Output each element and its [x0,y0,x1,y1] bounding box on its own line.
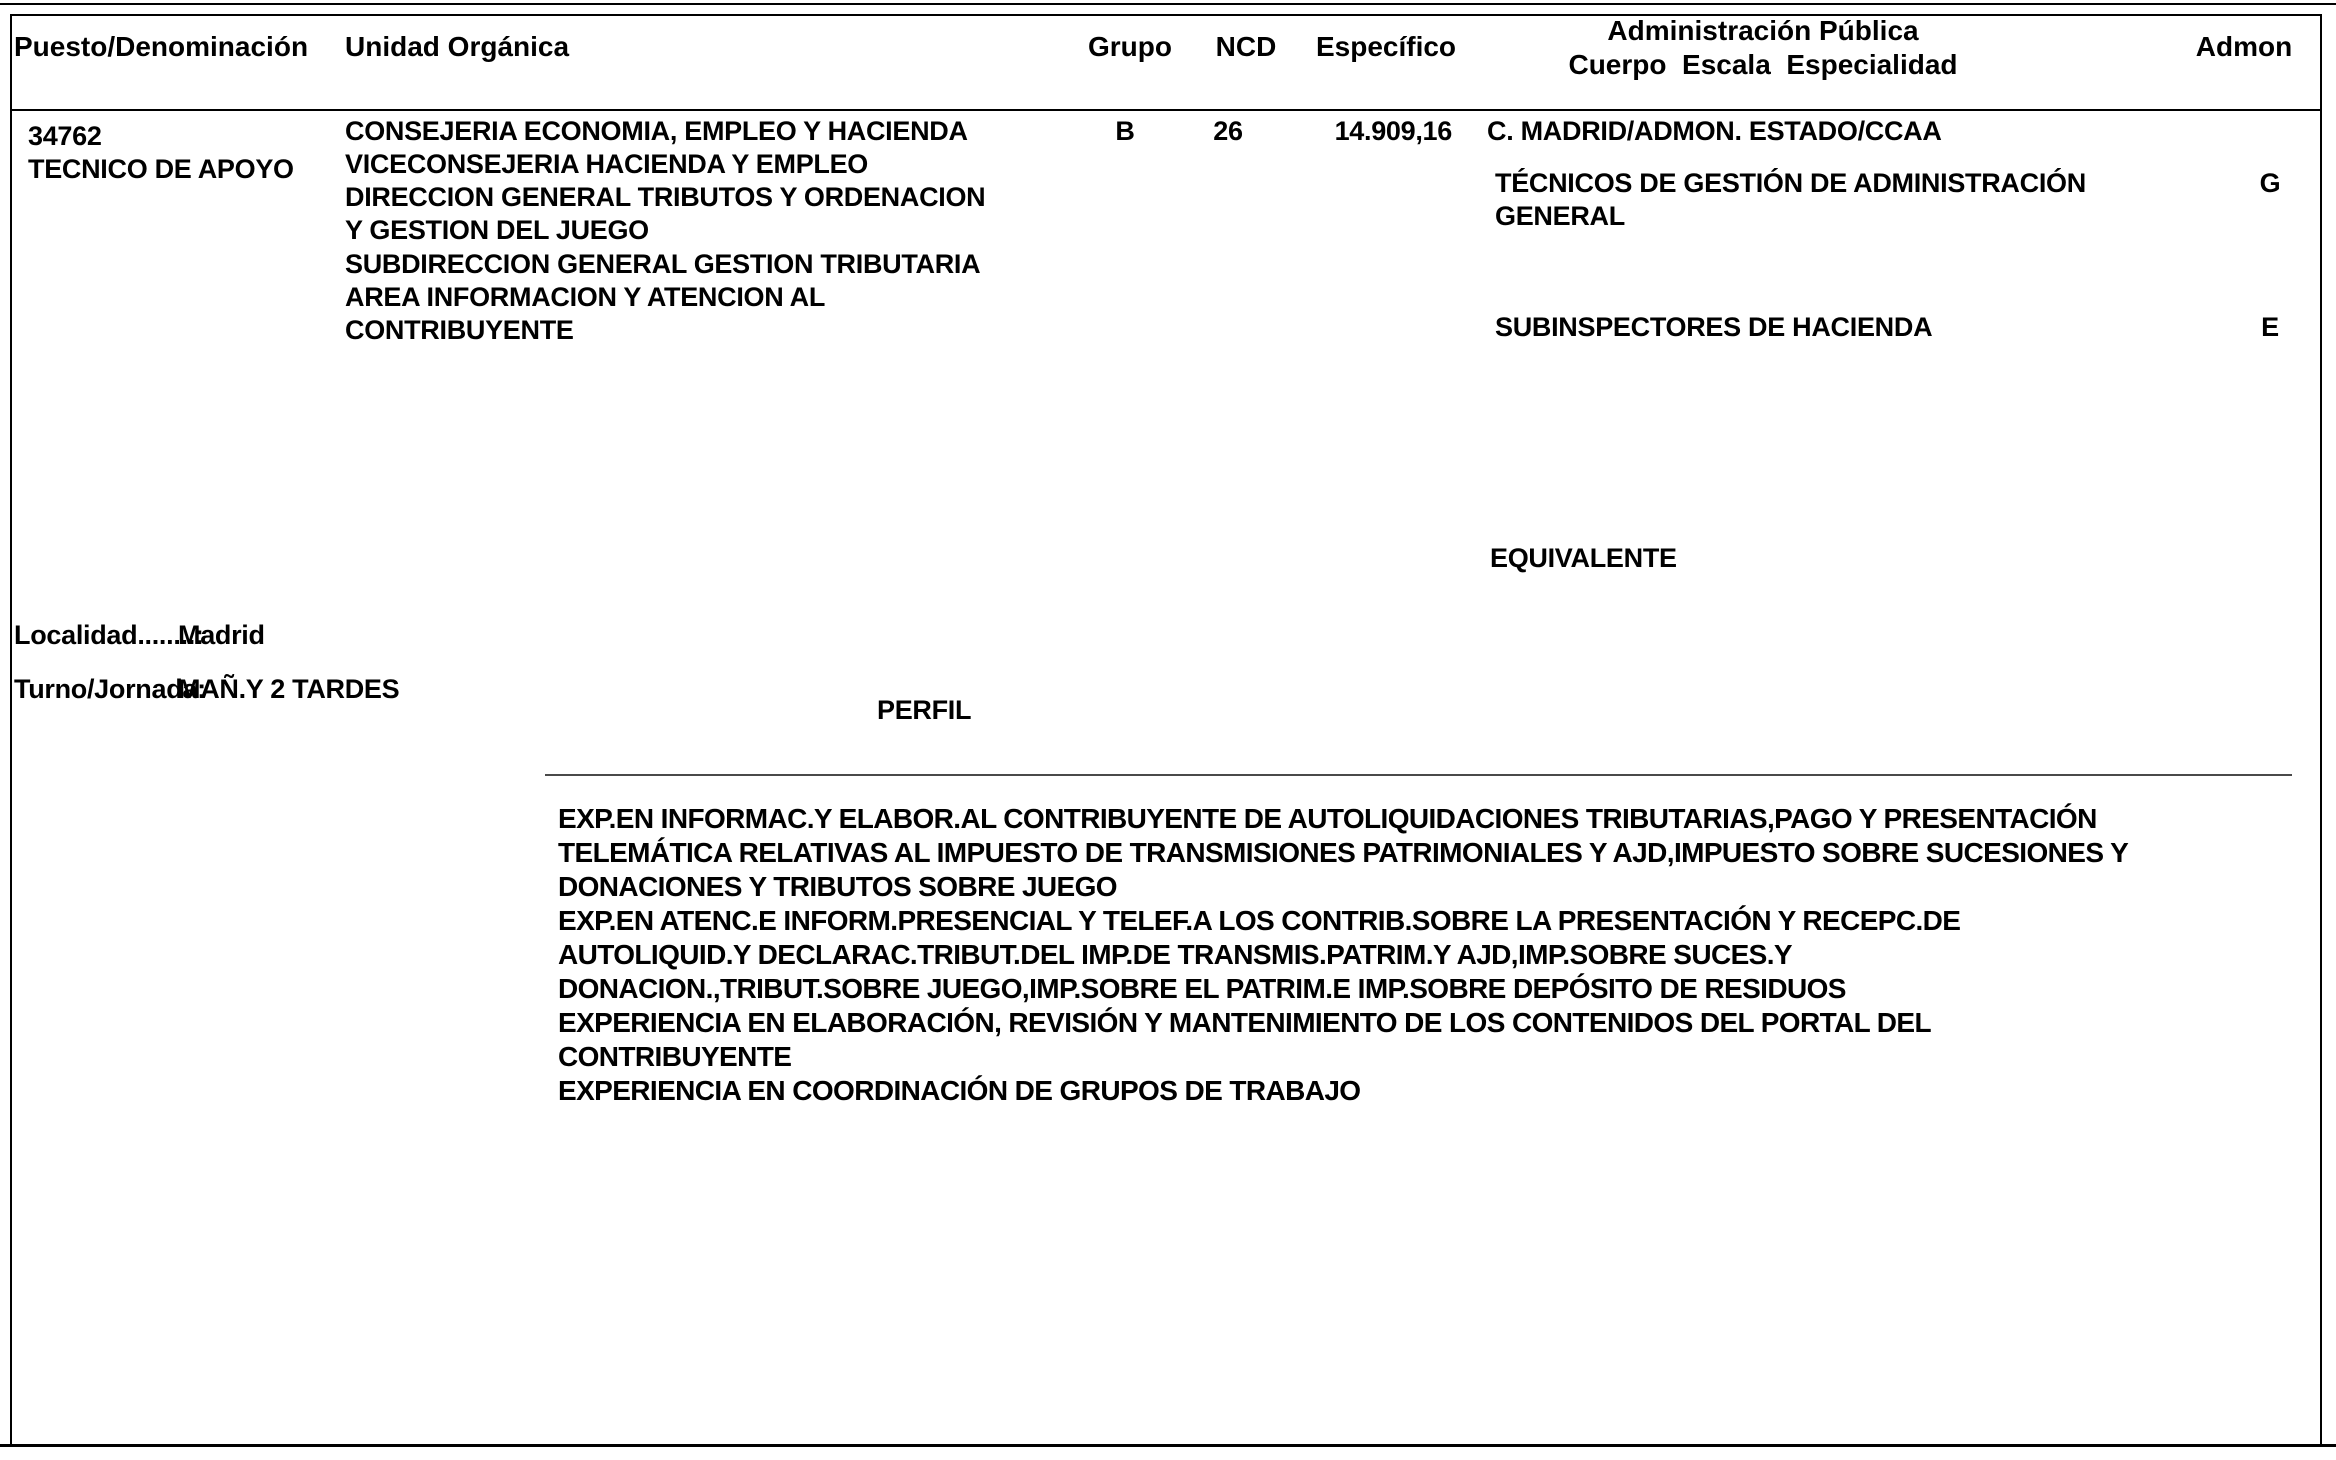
ncd-value: 26 [1213,116,1243,146]
unidad-organica-line: CONTRIBUYENTE [345,315,574,345]
frame-top-border [10,14,2322,16]
cuerpo-admon-code: E [2261,312,2279,342]
perfil-line: DONACION.,TRIBUT.SOBRE JUEGO,IMP.SOBRE EL PATRIM.E IMP.SOBRE DEPÓSITO DE RESIDUOS [558,973,1846,1004]
puesto-denominacion: TECNICO DE APOYO [28,154,294,184]
perfil-line: TELEMÁTICA RELATIVAS AL IMPUESTO DE TRANSMISIONES PATRIMONIALES Y AJD,IMPUESTO SOBRE SUCESIONES Y [558,837,2129,868]
unidad-organica-line: DIRECCION GENERAL TRIBUTOS Y ORDENACION [345,182,986,212]
cuerpo-entry-line: TÉCNICOS DE GESTIÓN DE ADMINISTRACIÓN [1495,168,2086,198]
cuerpo-entry-line: GENERAL [1495,201,1625,231]
frame-left-border [10,14,12,1446]
unidad-organica-line: AREA INFORMACION Y ATENCION AL [345,282,826,312]
frame-bottom-border [0,1444,2336,1447]
cuerpo-entry-line: SUBINSPECTORES DE HACIENDA [1495,312,1933,342]
column-header-grupo: Grupo [1088,31,1172,62]
unidad-organica-line: CONSEJERIA ECONOMIA, EMPLEO Y HACIENDA [345,116,968,146]
unidad-organica-line: SUBDIRECCION GENERAL GESTION TRIBUTARIA [345,249,981,279]
page-top-rule [0,3,2336,5]
turno-jornada-value: MAÑ.Y 2 TARDES [178,674,400,704]
unidad-organica-line: Y GESTION DEL JUEGO [345,215,649,245]
perfil-divider [545,774,2292,776]
column-header-ncd: NCD [1215,31,1277,62]
perfil-line: EXP.EN INFORMAC.Y ELABOR.AL CONTRIBUYENTE DE AUTOLIQUIDACIONES TRIBUTARIAS,PAGO Y PRESENTACIÓN [558,803,2097,834]
administracion-publica-value: C. MADRID/ADMON. ESTADO/CCAA [1487,116,1942,146]
localidad-value: Madrid [178,620,265,650]
column-header-cuerpo-escala-especialidad: Cuerpo Escala Especialidad [1568,49,1958,80]
perfil-line: AUTOLIQUID.Y DECLARAC.TRIBUT.DEL IMP.DE TRANSMIS.PATRIM.Y AJD,IMP.SOBRE SUCES.Y [558,939,1793,970]
column-header-administracion-publica: Administración Pública [1607,15,1919,46]
column-header-admon: Admon [2195,31,2293,62]
perfil-line: EXP.EN ATENC.E INFORM.PRESENCIAL Y TELEF.A LOS CONTRIB.SOBRE LA PRESENTACIÓN Y RECEPC.DE [558,905,1961,936]
frame-right-border [2320,14,2322,1446]
perfil-line: EXPERIENCIA EN ELABORACIÓN, REVISIÓN Y MANTENIMIENTO DE LOS CONTENIDOS DEL PORTAL DEL [558,1007,1932,1038]
cuerpo-admon-code: G [2259,168,2281,198]
perfil-title: PERFIL [877,695,972,725]
turno-jornada-label: Turno/Jornada: [14,674,206,704]
grupo-value: B [1115,116,1135,146]
cuerpo-entry-line: EQUIVALENTE [1490,543,1677,573]
unidad-organica-line: VICECONSEJERIA HACIENDA Y EMPLEO [345,149,869,179]
header-separator [10,109,2322,111]
column-header-puesto: Puesto/Denominación [14,31,309,62]
localidad-label: Localidad........: [14,620,204,650]
perfil-line: EXPERIENCIA EN COORDINACIÓN DE GRUPOS DE TRABAJO [558,1075,1361,1106]
puesto-id: 34762 [28,121,102,151]
column-header-especifico: Específico [1315,31,1457,62]
especifico-value: 14.909,16 [1334,116,1452,146]
perfil-line: CONTRIBUYENTE [558,1041,792,1072]
column-header-unidad-organica: Unidad Orgánica [345,31,570,62]
perfil-line: DONACIONES Y TRIBUTOS SOBRE JUEGO [558,871,1117,902]
